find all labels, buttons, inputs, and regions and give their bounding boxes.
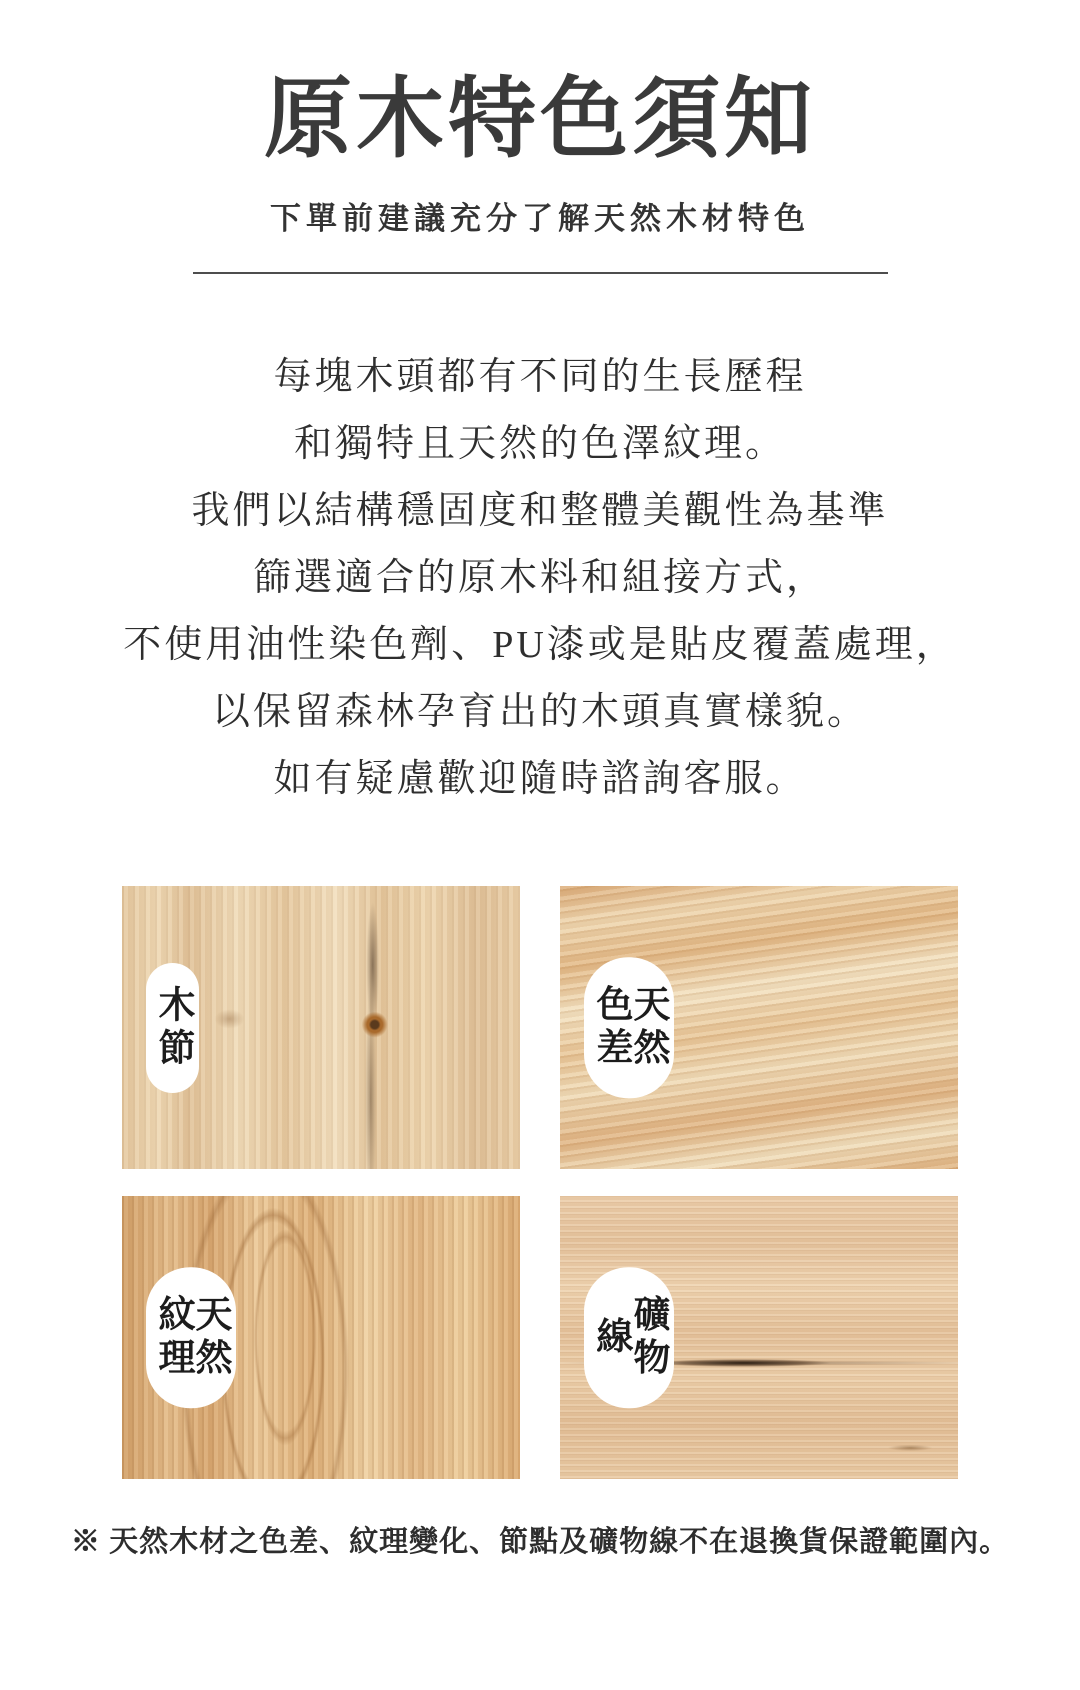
intro-line-6: 以保留森林孕育出的木頭真實樣貌。 (211, 691, 868, 734)
page-subtitle: 下單前建議充分了解天然木材特色 (270, 201, 810, 237)
intro-line-7: 如有疑慮歡迎隨時諮詢客服。 (273, 758, 807, 801)
wood-knot-label: 木節 (146, 963, 199, 1093)
wood-feature-gallery (122, 886, 958, 1479)
page-title: 原木特色須知 (263, 72, 816, 169)
wood-knot-card (122, 886, 520, 1169)
mineral-line-card (560, 1196, 958, 1479)
natural-grain-card (122, 1196, 520, 1479)
return-policy-footnote: ※ 天然木材之色差、紋理變化、節點及礦物線不在退換貨保證範圍內。 (70, 1526, 1010, 1559)
divider-line (193, 272, 888, 274)
intro-line-2: 和獨特且天然的色澤紋理。 (293, 423, 786, 466)
intro-paragraph (0, 344, 1080, 813)
intro-line-1: 每塊木頭都有不同的生長歷程 (273, 356, 807, 399)
natural-color-variation-label: 天然色差 (584, 957, 674, 1099)
natural-grain-label: 天然紋理 (146, 1267, 236, 1409)
natural-color-variation-card (560, 886, 958, 1169)
intro-line-5: 不使用油性染色劑、PU漆或是貼皮覆蓋處理， (123, 624, 957, 667)
intro-line-3: 我們以結構穩固度和整體美觀性為基準 (191, 490, 889, 533)
intro-line-4: 篩選適合的原木料和組接方式， (252, 557, 827, 600)
wood-notice-page (0, 70, 1080, 1690)
mineral-line-label: 礦物線 (584, 1267, 674, 1409)
